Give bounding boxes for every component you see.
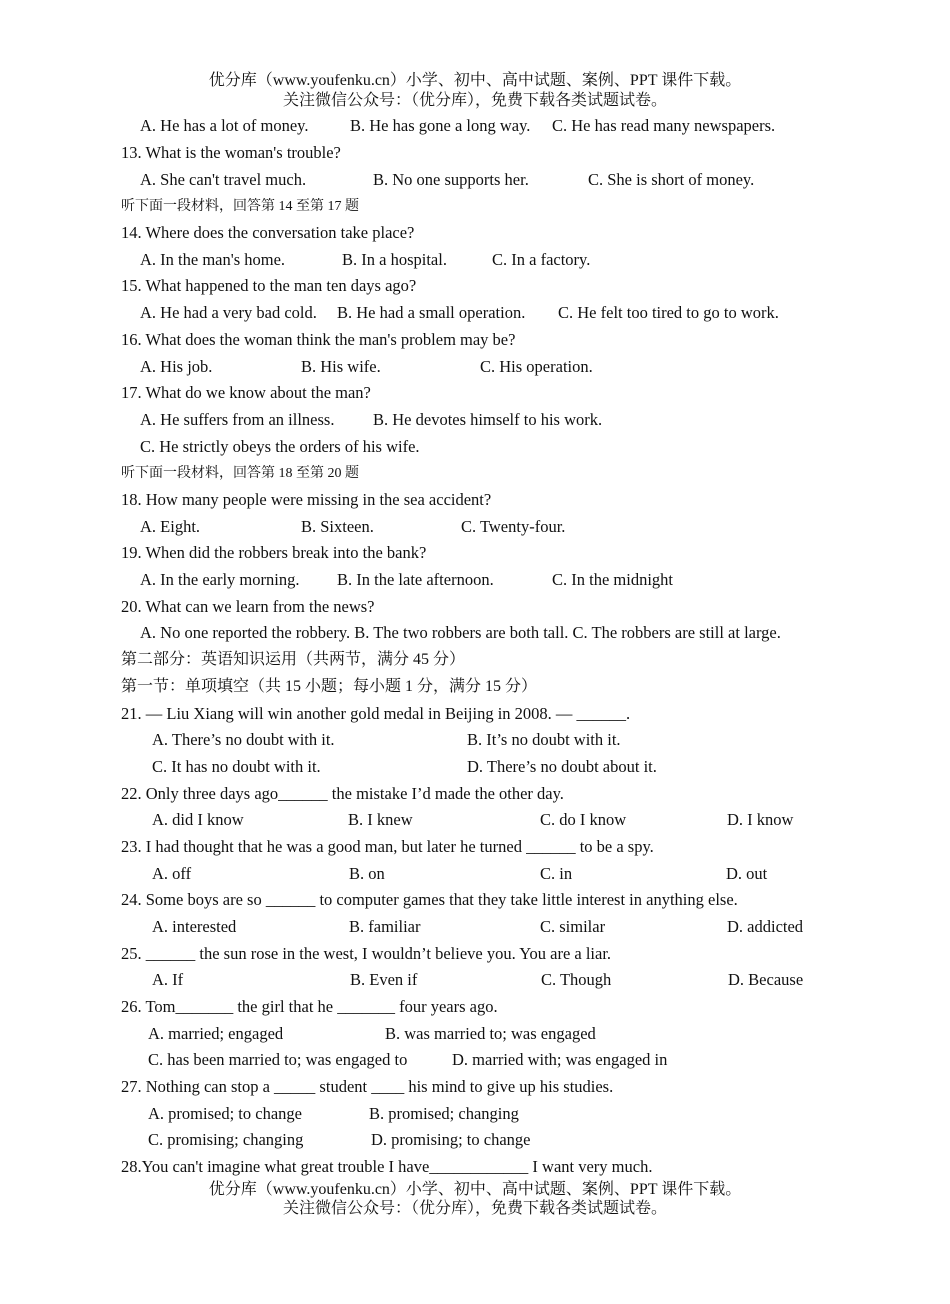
q17-option-b: B. He devotes himself to his work. xyxy=(373,410,603,429)
q25-option-b: B. Even if xyxy=(350,970,418,989)
question-14: 14. Where does the conversation take place? xyxy=(121,223,415,242)
question-19: 19. When did the robbers break into the bank? xyxy=(121,543,427,562)
q22-option-d: D. I know xyxy=(727,810,794,829)
q21-option-c: C. It has no doubt with it. xyxy=(152,757,321,776)
q12-option-a: A. He has a lot of money. xyxy=(140,116,309,135)
question-17: 17. What do we know about the man? xyxy=(121,383,371,402)
q18-option-c: C. Twenty-four. xyxy=(461,517,566,536)
q15-option-a: A. He had a very bad cold. xyxy=(140,303,317,322)
question-20-options: A. No one reported the robbery. B. The two robbers are both tall. C. The robbers are still at large. xyxy=(140,623,781,642)
q22-option-a: A. did I know xyxy=(152,810,244,829)
q12-option-b: B. He has gone a long way. xyxy=(350,116,531,135)
q23-option-d: D. out xyxy=(726,864,768,883)
question-23: 23. I had thought that he was a good man, but later he turned ______ to be a spy. xyxy=(121,837,654,856)
q26-option-a: A. married; engaged xyxy=(148,1024,284,1043)
q24-option-d: D. addicted xyxy=(727,917,804,936)
q26-option-b: B. was married to; was engaged xyxy=(385,1024,596,1043)
q22-option-b: B. I knew xyxy=(348,810,413,829)
q16-option-a: A. His job. xyxy=(140,357,213,376)
q18-option-a: A. Eight. xyxy=(140,517,201,536)
q15-option-c: C. He felt too tired to go to work. xyxy=(558,303,779,322)
q15-option-b: B. He had a small operation. xyxy=(337,303,526,322)
q16-option-c: C. His operation. xyxy=(480,357,593,376)
question-16: 16. What does the woman think the man's problem may be? xyxy=(121,330,516,349)
q24-option-c: C. similar xyxy=(540,917,606,936)
q27-option-c: C. promising; changing xyxy=(148,1130,304,1149)
q21-option-d: D. There’s no doubt about it. xyxy=(467,757,657,776)
question-26: 26. Tom_______ the girl that he _______ four years ago. xyxy=(121,997,498,1016)
q17-option-c: C. He strictly obeys the orders of his wife. xyxy=(140,437,420,456)
question-15: 15. What happened to the man ten days ago? xyxy=(121,276,417,295)
page-header-line1: 优分库（www.youfenku.cn）小学、初中、高中试题、案例、PPT 课件下载。 xyxy=(208,72,742,89)
q13-option-c: C. She is short of money. xyxy=(588,170,755,189)
question-21: 21. — Liu Xiang will win another gold medal in Beijing in 2008. — ______. xyxy=(121,704,631,723)
q14-option-b: B. In a hospital. xyxy=(342,250,447,269)
q26-option-d: D. married with; was engaged in xyxy=(452,1050,668,1069)
question-28: 28.You can't imagine what great trouble I have____________ I want very much. xyxy=(121,1157,653,1176)
q27-option-a: A. promised; to change xyxy=(148,1104,302,1123)
page-footer-line2: 关注微信公众号：（优分库），免费下载各类试题试卷。 xyxy=(282,1200,667,1217)
question-24: 24. Some boys are so ______ to computer games that they take little interest in anything else. xyxy=(121,890,738,909)
q23-option-b: B. on xyxy=(349,864,385,883)
q18-option-b: B. Sixteen. xyxy=(301,517,374,536)
q23-option-a: A. off xyxy=(152,864,192,883)
q19-option-b: B. In the late afternoon. xyxy=(337,570,494,589)
q13-option-b: B. No one supports her. xyxy=(373,170,529,189)
page-header-line2: 关注微信公众号：（优分库），免费下载各类试题试卷。 xyxy=(282,92,667,109)
q24-option-b: B. familiar xyxy=(349,917,421,936)
q23-option-c: C. in xyxy=(540,864,573,883)
q21-option-b: B. It’s no doubt with it. xyxy=(467,730,621,749)
q24-option-a: A. interested xyxy=(152,917,237,936)
q16-option-b: B. His wife. xyxy=(301,357,381,376)
question-20: 20. What can we learn from the news? xyxy=(121,597,375,616)
q25-option-a: A. If xyxy=(152,970,184,989)
q14-option-a: A. In the man's home. xyxy=(140,250,286,269)
q22-option-c: C. do I know xyxy=(540,810,627,829)
q21-option-a: A. There’s no doubt with it. xyxy=(152,730,335,749)
question-13: 13. What is the woman's trouble? xyxy=(121,143,341,162)
question-18: 18. How many people were missing in the sea accident? xyxy=(121,490,492,509)
q14-option-c: C. In a factory. xyxy=(492,250,591,269)
q13-option-a: A. She can't travel much. xyxy=(140,170,307,189)
section-instruction-18-20: 听下面一段材料，回答第 18 至第 20 题 xyxy=(121,466,359,481)
question-25: 25. ______ the sun rose in the west, I wouldn’t believe you. You are a liar. xyxy=(121,944,612,963)
part-2-title: 第二部分：英语知识运用（共两节，满分 45 分） xyxy=(121,651,466,668)
q12-option-c: C. He has read many newspapers. xyxy=(552,116,776,135)
page-footer-line1: 优分库（www.youfenku.cn）小学、初中、高中试题、案例、PPT 课件下载。 xyxy=(208,1181,742,1198)
q27-option-b: B. promised; changing xyxy=(369,1104,519,1123)
q25-option-c: C. Though xyxy=(541,970,612,989)
question-27: 27. Nothing can stop a _____ student ____ his mind to give up his studies. xyxy=(121,1077,614,1096)
question-22: 22. Only three days ago______ the mistake I’d made the other day. xyxy=(121,784,564,803)
q27-option-d: D. promising; to change xyxy=(371,1130,531,1149)
section-1-title: 第一节：单项填空（共 15 小题；每小题 1 分，满分 15 分） xyxy=(121,678,538,695)
section-instruction-14-17: 听下面一段材料，回答第 14 至第 17 题 xyxy=(121,199,359,214)
q17-option-a: A. He suffers from an illness. xyxy=(140,410,335,429)
q25-option-d: D. Because xyxy=(728,970,804,989)
q19-option-a: A. In the early morning. xyxy=(140,570,300,589)
q26-option-c: C. has been married to; was engaged to xyxy=(148,1050,408,1069)
q19-option-c: C. In the midnight xyxy=(552,570,673,589)
